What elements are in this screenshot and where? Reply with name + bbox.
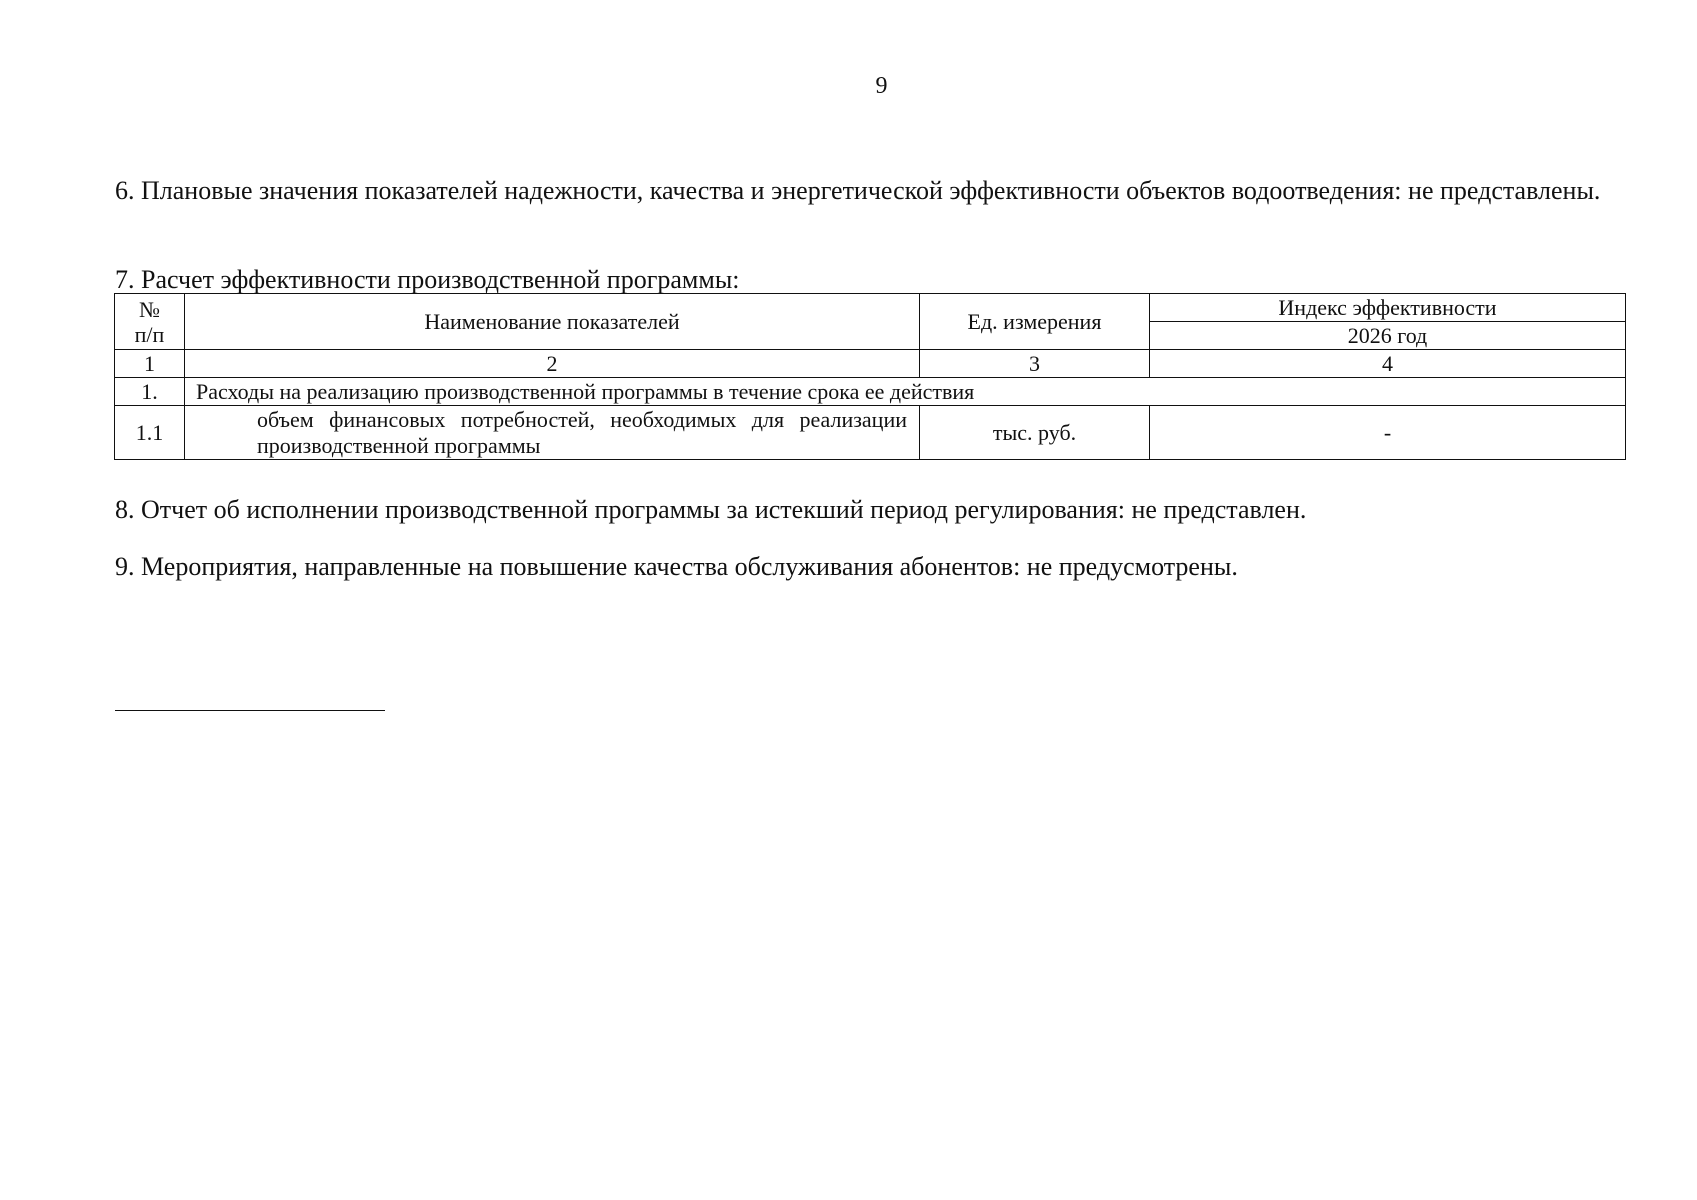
header-number-cell — [115, 294, 185, 350]
row-name-cell: объем финансовых потребностей, необходимых для реализации производственной программы — [185, 406, 920, 460]
section-7-heading: 7. Расчет эффективности производственной программы: — [115, 265, 740, 294]
row-number-cell: 1.1 — [115, 406, 185, 460]
row-unit-cell: тыс. руб. — [920, 406, 1150, 460]
group-row — [115, 378, 1626, 406]
page-number: 9 — [875, 73, 888, 99]
column-number-row — [115, 350, 1626, 378]
table-row — [115, 406, 1626, 460]
column-number-cell: 2 — [185, 350, 920, 378]
row-value-cell: - — [1150, 406, 1626, 460]
header-index-cell: Индекс эффективности — [1150, 294, 1626, 322]
header-number-line2: п/п — [134, 321, 165, 347]
column-number-cell: 4 — [1150, 350, 1626, 378]
group-number-cell: 1. — [115, 378, 185, 406]
section-6-reliability-indicators: 6. Плановые значения показателей надежности, качества и энергетической эффективности объектов водоотведения: не представлены. — [115, 176, 1601, 205]
column-number-cell: 3 — [920, 350, 1150, 378]
header-number-line1: № — [139, 296, 160, 322]
column-number-cell: 1 — [115, 350, 185, 378]
section-9-measures: 9. Мероприятия, направленные на повышение качества обслуживания абонентов: не предусмотрены. — [115, 552, 1238, 581]
footnote-separator-line — [115, 710, 385, 711]
efficiency-table — [114, 293, 1626, 460]
group-title-cell: Расходы на реализацию производственной программы в течение срока ее действия — [185, 378, 1626, 406]
table-header-row — [115, 294, 1626, 322]
header-unit-cell: Ед. измерения — [920, 294, 1150, 350]
header-year-cell: 2026 год — [1150, 322, 1626, 350]
section-8-report: 8. Отчет об исполнении производственной программы за истекший период регулирования: не представлен. — [115, 495, 1307, 524]
header-name-cell: Наименование показателей — [185, 294, 920, 350]
